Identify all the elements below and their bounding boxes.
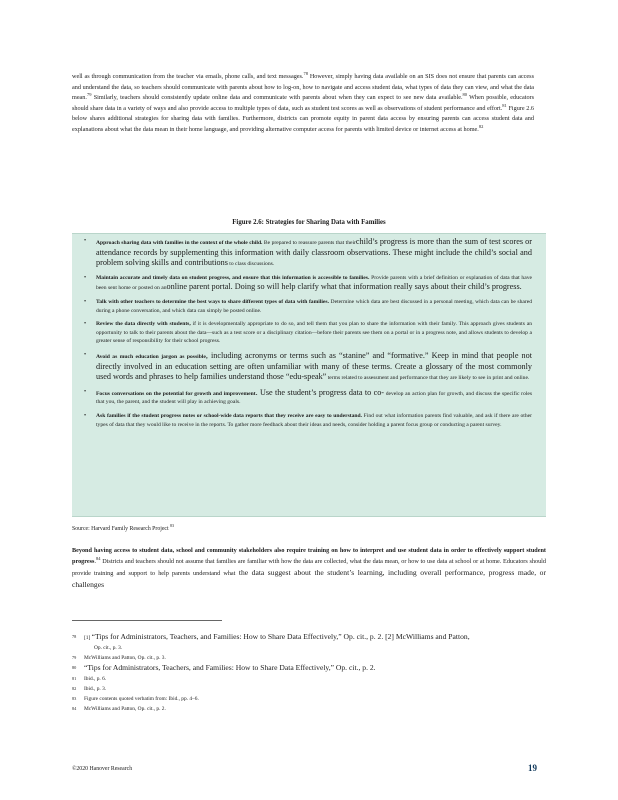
- bullet-icon: •: [84, 274, 87, 281]
- body-paragraph: well as through communication from the teacher via emails, phone calls, and text messages.$^{78}$ However, simply having data available on an SIS does not ensure that parents can access and understand the data, so teachers should communicate with parents about how to log-on, how to navigate and access student data, what types of data they can view, and what the data mean.$^{79}$ Similarly, teachers should consistently update online data and communicate with parents about when they can expect to see new data available.$^{80}$ When possible, educators should share data in a variety of ways and also provide access to multiple types of data, such as student test scores as well as observations of student performance and effort.$^{81}$ Figure 2.6 below shares additional strategies for sharing data with families. Furthermore, districts can promote equity in parent data access by ensuring parents can access student data and explanations about what the data mean in their home language, and providing alternative computer access for parents with limited device or internet access at home.$^{82}$: [72, 70, 535, 133]
- footnote-number: 80: [72, 665, 77, 670]
- footnote-text: Ibid., p. 6.: [84, 676, 107, 682]
- footnote-item: [72, 663, 546, 674]
- bullet-icon: •: [84, 298, 87, 305]
- bullet-icon: •: [84, 321, 87, 328]
- footnote-item: [72, 674, 546, 684]
- strategy-item: [84, 320, 532, 346]
- strategy-item: [84, 237, 532, 269]
- footnote-number: 78: [72, 634, 77, 639]
- strategy-lead: Avoid as much education jargon as possible: [96, 353, 206, 360]
- strategy-text: Determine which data are best discussed in a personal meeting, which data can be shared during a phone conversation, and which data can simply be posted online.: [96, 298, 532, 314]
- strategy-text: if it is developmentally appropriate to do so, and tell them that you plan to share the information with their family. This approach gives students an opportunity to talk to their parents about the data—such as a test score or a disciplinary citation—before their parents see them on a portal or in a progress note, and allows students to develop a greater sense of responsibility for their school progress.: [96, 321, 532, 345]
- footnote-number: 79: [72, 655, 77, 660]
- strategy-list: [84, 237, 532, 429]
- bullet-icon: •: [84, 412, 87, 419]
- footnote-text: McWilliams and Patton, Op. cit., p. 2.: [84, 706, 166, 712]
- strategy-item: [84, 274, 532, 293]
- footnote-number: 82: [72, 686, 77, 691]
- footnote-number: 83: [72, 696, 77, 701]
- strategy-big: online parent portal. Doing so will help clarify what that information really says about their child’s progress.: [166, 282, 522, 292]
- strategy-big: child’s progress is more than the sum of test scores or attendance records by supplementing this information with daily classroom observations. These might include the child’s social and problem solving skills and contributions: [96, 237, 532, 268]
- figure-title: Figure 2.6: Strategies for Sharing Data with Families: [232, 219, 386, 226]
- footnote-ref[interactable]: 82: [478, 123, 484, 129]
- strategy-lead: Ask families if the student progress notes or school-wide data reports that they receive are easy to understand.: [96, 412, 363, 419]
- footer-copyright: ©2020 Hanover Research: [72, 766, 133, 772]
- body-paragraph-training: Beyond having access to student data, school and community stakeholders also require training on how to interpret and use student data in order to effectively support student progress.$^{84}$ Districts and teachers should not assume that families are familiar with how the data are collected, what the data mean, or how to use data at school or at home. Educators should provide training and support to help parents understand what the data suggest about the student’s learning, including overall performance, progress made, or challenges: [72, 547, 546, 589]
- strategy-lead: Focus conversations on the potential for growth and improvement: [96, 390, 256, 397]
- footnote-text: Ibid., p. 3.: [84, 686, 107, 692]
- strategy-text: Be prepared to reassure parents that their: [262, 240, 356, 246]
- footnote-ref[interactable]: 78: [303, 70, 308, 76]
- strategy-item: [84, 412, 532, 429]
- strategy-item: [84, 388, 532, 407]
- footnote-number: 81: [72, 676, 77, 681]
- footnote-number: 84: [72, 706, 77, 711]
- strategy-text: Find out what information parents find valuable, and ask if there are other types of data that they would like to receive in the reports. To gather more feedback about their ideas and needs, consider holding a parent focus group or conducting a parent survey.: [96, 412, 532, 428]
- strategy-tail: develop an action plan for growth, and discuss the specific roles that you, the parent, and the student will play in achieving goals.: [96, 390, 533, 406]
- footnote-bracket: [1]: [84, 635, 91, 641]
- strategy-item: [84, 351, 532, 383]
- strategy-text: Provide parents with a brief definition or explanation of data that have been sent home or posted on an: [96, 274, 532, 292]
- footnote-item: [72, 632, 546, 653]
- strategy-big: . Use the student’s progress data to co-: [255, 387, 385, 397]
- footnote-ref[interactable]: 83: [170, 523, 175, 528]
- strategy-lead: Approach sharing data with families in the context of the whole child.: [96, 240, 263, 246]
- strategy-item: [84, 298, 532, 315]
- bullet-icon: •: [84, 351, 87, 358]
- footnote-ref[interactable]: 84: [96, 555, 101, 561]
- footnotes: [72, 632, 546, 714]
- footnote-citation: “Tips for Administrators, Teachers, and Families: How to Share Data Effectively,” Op. cit., p. 2.: [84, 663, 376, 672]
- footnote-text: Figure contents quoted verbatim from: Ibid., pp. 4–6.: [84, 696, 199, 702]
- strategy-lead: Talk with other teachers to determine the best ways to share different types of data with families.: [96, 298, 329, 305]
- footnote-item: [72, 653, 546, 663]
- bullet-icon: •: [84, 238, 87, 244]
- footnote-item: [72, 704, 546, 714]
- footnote-text: McWilliams and Patton, Op. cit., p. 3.: [84, 655, 166, 661]
- strategy-tail: to class discussions.: [227, 261, 275, 268]
- strategy-lead: Review the data directly with students,: [96, 321, 191, 328]
- strategy-lead: Maintain accurate and timely data on student progress, and ensure that this information is accessible to families.: [96, 274, 370, 281]
- footnote-ref[interactable]: 81: [502, 102, 507, 108]
- footnote-item: [72, 694, 546, 704]
- footnote-text: Op. cit., p. 3.: [94, 645, 123, 651]
- page-number: 19: [528, 763, 537, 773]
- figure-strategies-box: [72, 233, 546, 517]
- footnote-divider: [72, 620, 222, 621]
- footnote-item: [72, 684, 546, 694]
- strategy-tail: terms related to assessment and performance that they are likely to see in print and online.: [326, 375, 530, 382]
- footnote-ref[interactable]: 80: [462, 92, 468, 98]
- bullet-icon: •: [84, 388, 87, 395]
- strategy-big: , including acronyms or terms such as “stanine” and “formative.” Keep in mind that people not directly involved in an education setting are often unfamiliar with many of these terms. Create a glossary of the most commonly used words and phrases to help families understand those “edu-speak”: [96, 350, 532, 382]
- figure-source: Source: Harvard Family Research Project $^{83}$: [72, 523, 175, 532]
- footnote-citation: “Tips for Administrators, Teachers, and Families: How to Share Data Effectively,” Op. cit., p. 2. [2] McWilliams and Patton,: [91, 632, 470, 641]
- footnote-ref[interactable]: 79: [86, 92, 92, 98]
